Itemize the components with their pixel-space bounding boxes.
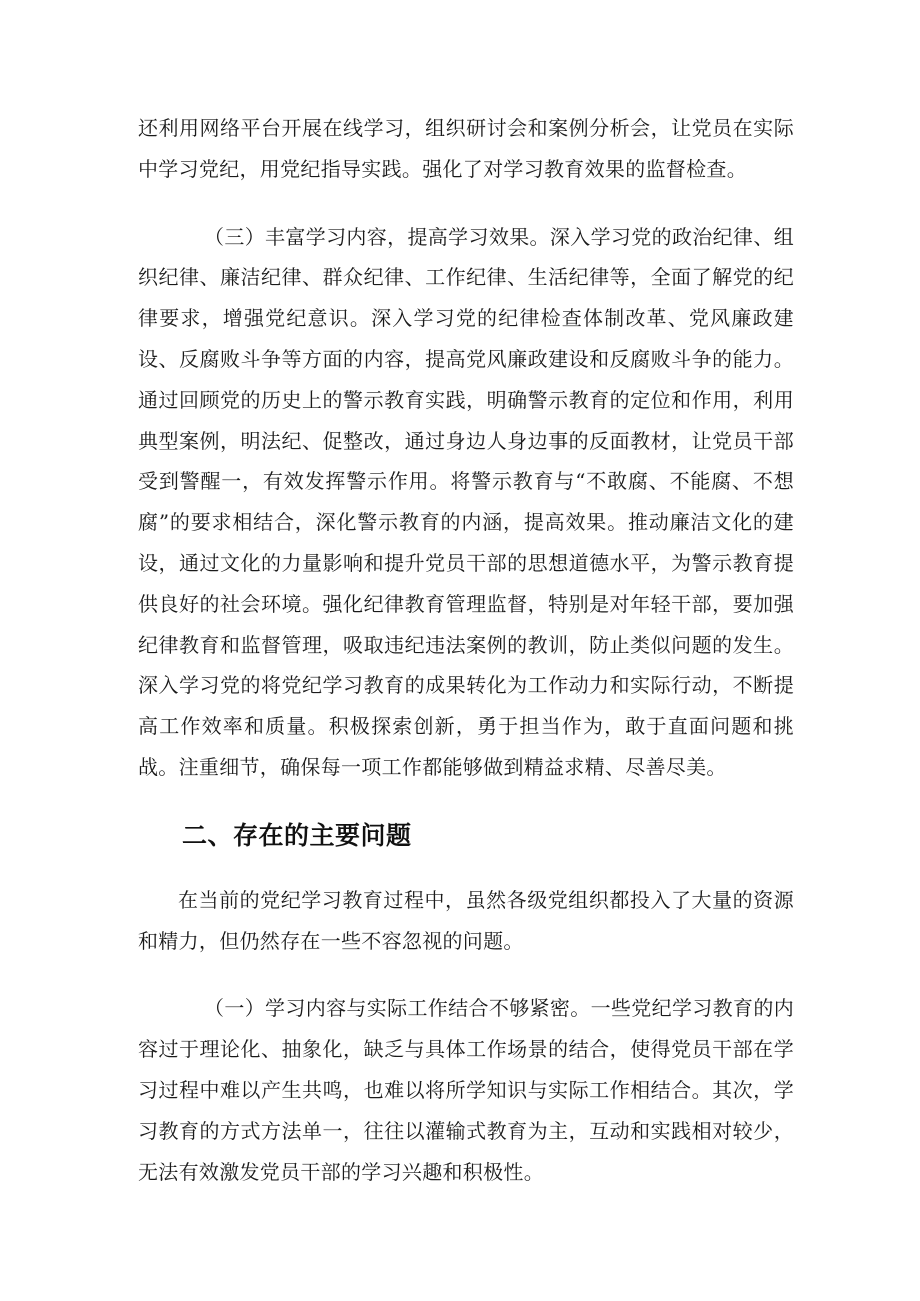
paragraph-problems-intro: 在当前的党纪学习教育过程中，虽然各级党组织都投入了大量的资源和精力，但仍然存在一些不容忽视的问题。 [138,887,794,953]
section-heading-problems: 二、存在的主要问题 [182,820,412,850]
paragraph-problem-one: （一）学习内容与实际工作结合不够紧密。一些党纪学习教育的内容过于理论化、抽象化，缺乏与具体工作场景的结合，使得党员干部在学习过程中难以产生共鸣，也难以将所学知识与实际工作相结合。其次，学习教育的方式方法单一，往往以灌输式教育为主，互动和实践相对较少，无法有效激发党员干部的学习兴趣和积极性。 [138,996,794,1184]
paragraph-section-three: （三）丰富学习内容，提高学习效果。深入学习党的政治纪律、组织纪律、廉洁纪律、群众纪律、工作纪律、生活纪律等，全面了解党的纪律要求，增强党纪意识。深入学习党的纪律检查体制改革、党风廉政建设、反腐败斗争等方面的内容，提高党风廉政建设和反腐败斗争的能力。通过回顾党的历史上的警示教育实践，明确警示教育的定位和作用，利用典型案例，明法纪、促整改，通过身边人身边事的反面教材，让党员干部受到警醒一，有效发挥警示作用。将警示教育与“不敢腐、不能腐、不想腐”的要求相结合，深化警示教育的内涵，提高效果。推动廉洁文化的建设，通过文化的力量影响和提升党员干部的思想道德水平，为警示教育提供良好的社会环境。强化纪律教育管理监督，特别是对年轻干部，要加强纪律教育和监督管理，吸取违纪违法案例的教训，防止类似问题的发生。深入学习党的将党纪学习教育的成果转化为工作动力和实际行动，不断提高工作效率和质量。积极探索创新，勇于担当作为，敢于直面问题和挑战。注重细节，确保每一项工作都能够做到精益求精、尽善尽美。 [138,224,794,779]
paragraph-continuation: 还利用网络平台开展在线学习，组织研讨会和案例分析会，让党员在实际中学习党纪，用党纪指导实践。强化了对学习教育效果的监督检查。 [138,116,794,181]
document-body [138,108,794,1192]
